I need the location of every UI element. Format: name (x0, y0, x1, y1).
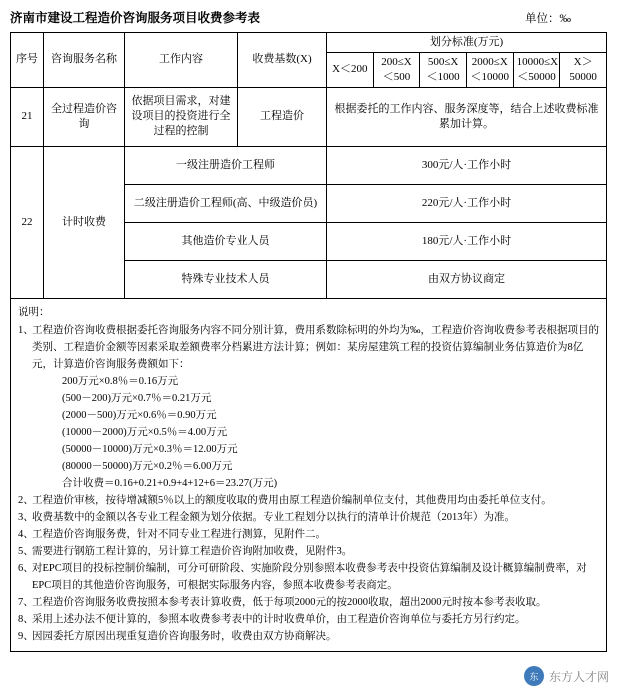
note-text: 工程造价审核，按待增减额5％以上的额度收取的费用由原工程造价编制单位支付，其他费用均由委托单位支付。 (32, 494, 552, 506)
row-value: 根据委托的工作内容、服务深度等，结合上述收费标准累加计算。 (327, 87, 607, 146)
row-work-content: 特殊专业技术人员 (125, 260, 327, 298)
note-text: 收费基数中的金额以各专业工程金额为划分依据。专业工程划分以执行的清单计价规范（2013年）为准。 (32, 511, 515, 523)
watermark (524, 666, 609, 686)
header-standard-group: 划分标准(万元) (327, 33, 607, 53)
note-number: 9、 (18, 630, 34, 642)
row-value: 220元/人·工作小时 (327, 184, 607, 222)
row-work-content: 一级注册造价工程师 (125, 146, 327, 184)
note-calc-line: (80000－50000)万元×0.2％＝6.00万元 (62, 460, 233, 472)
note-item (18, 611, 599, 628)
note-item (18, 492, 599, 509)
note-calc-line: (50000－10000)万元×0.3％＝12.00万元 (62, 443, 238, 455)
note-number: 2、 (18, 494, 34, 506)
row-service-name: 全过程造价咨询 (44, 87, 125, 146)
note-item (18, 526, 599, 543)
note-item (18, 322, 599, 373)
header-bracket-1: X＜200 (327, 52, 374, 87)
note-text: 对EPC项目的投标控制价编制，可分可研阶段、实施阶段分别参照本收费参考表中投资估算编制及设计概算编制费率，对EPC项目的其他造价咨询服务，可根据实际服务内容，参照本收费参考表商定。 (32, 562, 587, 591)
note-calc-line: (10000－2000)万元×0.5％＝4.00万元 (62, 426, 228, 438)
note-number: 8、 (18, 613, 34, 625)
table-row (11, 146, 607, 184)
watermark-logo-icon: 东 (524, 666, 544, 686)
note-number: 3、 (18, 511, 34, 523)
note-number: 5、 (18, 545, 34, 557)
table-row (11, 87, 607, 146)
watermark-text: 东方人才网 (548, 669, 609, 684)
row-work-content: 二级注册造价工程师(高、中级造价员) (125, 184, 327, 222)
note-calc-total: 合计收费＝0.16+0.21+0.9+4+12+6＝23.27(万元) (62, 477, 278, 489)
note-item (18, 594, 599, 611)
row-seq: 21 (11, 87, 44, 146)
note-number: 1、 (18, 324, 34, 336)
notes-title: 说明： (18, 306, 50, 318)
header-bracket-5: 10000≤X＜50000 (513, 52, 560, 87)
note-number: 6、 (18, 562, 34, 574)
note-text: 因园委托方原因出现重复造价咨询服务时，收费由双方协商解决。 (32, 630, 337, 642)
row-value: 180元/人·工作小时 (327, 222, 607, 260)
header-work-content: 工作内容 (125, 33, 238, 88)
notes-section (10, 299, 607, 652)
note-text: 需要进行钢筋工程计算的，另计算工程造价咨询附加收费，见附件3。 (32, 545, 353, 557)
note-text: 工程造价咨询服务费，针对不同专业工程进行测算，见附件二。 (32, 528, 326, 540)
note-item (18, 509, 599, 526)
note-item (18, 543, 599, 560)
header-bracket-2: 200≤X＜500 (373, 52, 420, 87)
header-bracket-4: 2000≤X＜10000 (466, 52, 513, 87)
note-item (18, 628, 599, 645)
header-bracket-6: X＞50000 (560, 52, 607, 87)
header-base: 收费基数(X) (238, 33, 327, 88)
note-item (18, 560, 599, 594)
header-service-name: 咨询服务名称 (44, 33, 125, 88)
note-text: 工程造价咨询服务收费按照本参考表计算收费，低于每项2000元的按2000收取，超出2000元时按本参考表收取。 (32, 596, 547, 608)
note-number: 4、 (18, 528, 34, 540)
header-bracket-3: 500≤X＜1000 (420, 52, 467, 87)
note-calc-line: 200万元×0.8％＝0.16万元 (62, 375, 179, 387)
row-base: 工程造价 (238, 87, 327, 146)
row-value: 由双方协议商定 (327, 260, 607, 298)
note-number: 7、 (18, 596, 34, 608)
fee-table (10, 32, 607, 299)
header-seq: 序号 (11, 33, 44, 88)
note-text: 采用上述办法不便计算的，参照本收费参考表中的计时收费单价，由工程造价咨询单位与委托方另行约定。 (32, 613, 526, 625)
unit-label: 单位：‰ (525, 13, 571, 25)
row-value: 300元/人·工作小时 (327, 146, 607, 184)
page-title: 济南市建设工程造价咨询服务项目收费参考表 (10, 11, 261, 25)
note-calc-line: (2000－500)万元×0.6％＝0.90万元 (62, 409, 217, 421)
title-bar (10, 8, 607, 26)
row-service-name: 计时收费 (44, 146, 125, 298)
row-work-content: 依据项目需求，对建设项目的投资进行全过程的控制 (125, 87, 238, 146)
row-work-content: 其他造价专业人员 (125, 222, 327, 260)
table-header-row-1 (11, 33, 607, 53)
row-seq: 22 (11, 146, 44, 298)
note-text: 工程造价咨询收费根据委托咨询服务内容不同分别计算，费用系数除标明的外均为‰，工程造价咨询收费参考表根据项目的类别、工程造价金额等因素采取差额费率分档累进方法计算；例如：某房屋建筑工程的投资估算编制业务估算造价为8亿元，计算造价咨询服务费额如下： (32, 324, 599, 370)
note-calc-line: (500－200)万元×0.7％＝0.21万元 (62, 392, 212, 404)
